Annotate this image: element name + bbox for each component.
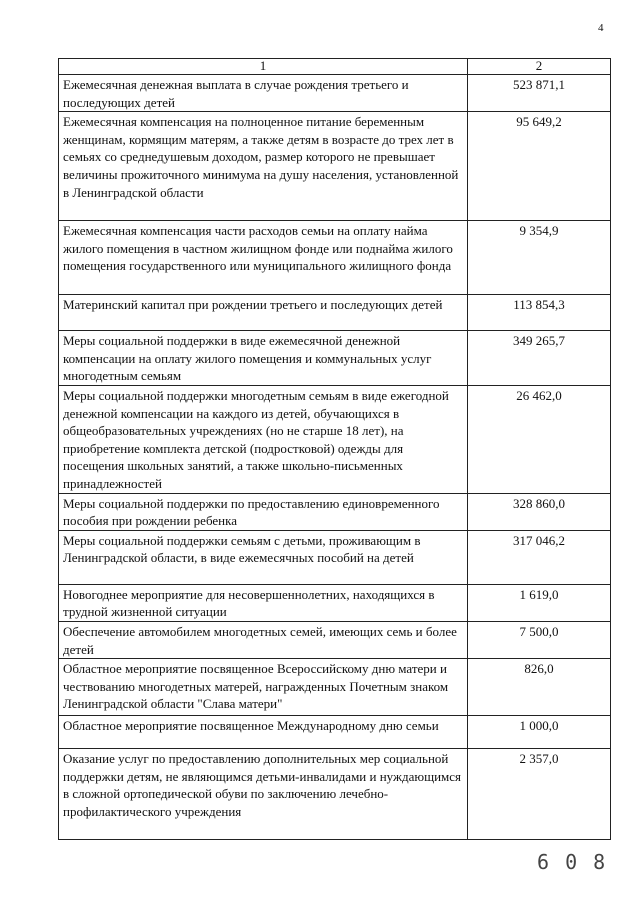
table-row xyxy=(59,493,611,530)
column-header-1: 1 xyxy=(59,59,468,75)
table-row xyxy=(59,716,611,749)
row-name: Меры социальной поддержки по предоставлению единовременного пособия при рождении ребенка xyxy=(59,493,468,530)
row-amount: 1 619,0 xyxy=(468,584,611,621)
table-row xyxy=(59,749,611,840)
table-row xyxy=(59,385,611,493)
handwritten-page-stamp: 6 0 8 xyxy=(537,850,608,874)
row-amount: 349 265,7 xyxy=(468,331,611,386)
row-amount: 1 000,0 xyxy=(468,716,611,749)
row-amount: 523 871,1 xyxy=(468,75,611,112)
row-name: Ежемесячная компенсация части расходов семьи на оплату найма жилого помещения в частном жилищном фонде или поднайма жилого помещения государственного или муниципального жилищного фонда xyxy=(59,221,468,295)
table-row xyxy=(59,621,611,658)
table-header-row xyxy=(59,59,611,75)
table-row xyxy=(59,295,611,331)
row-name: Оказание услуг по предоставлению дополнительных мер социальной поддержки детям, не являющимся детьми-инвалидами и нуждающимся в сложной ортопедической обуви по заключению лечебно-профилактического учреждения xyxy=(59,749,468,840)
row-name: Областное мероприятие посвященное Международному дню семьи xyxy=(59,716,468,749)
row-amount: 113 854,3 xyxy=(468,295,611,331)
row-amount: 317 046,2 xyxy=(468,530,611,584)
row-name: Меры социальной поддержки семьям с детьми, проживающим в Ленинградской области, в виде ежемесячных пособий на детей xyxy=(59,530,468,584)
row-amount: 2 357,0 xyxy=(468,749,611,840)
row-name: Областное мероприятие посвященное Всероссийскому дню матери и чествованию многодетных матерей, награжденных Почетным знаком Ленинградской области "Слава матери" xyxy=(59,659,468,716)
row-name: Материнский капитал при рождении третьего и последующих детей xyxy=(59,295,468,331)
row-amount: 95 649,2 xyxy=(468,112,611,221)
table-row xyxy=(59,331,611,386)
table-row xyxy=(59,221,611,295)
row-name: Ежемесячная компенсация на полноценное питание беременным женщинам, кормящим матерям, а также детям в возрасте до трех лет в семьях со среднедушевым доходом, размер которого не превышает величины прожиточного минимума на душу населения, установленной в Ленинградской области xyxy=(59,112,468,221)
table-row xyxy=(59,530,611,584)
page-number: 4 xyxy=(598,22,604,34)
row-name: Обеспечение автомобилем многодетных семей, имеющих семь и более детей xyxy=(59,621,468,658)
table-row xyxy=(59,584,611,621)
table-row xyxy=(59,75,611,112)
column-header-2: 2 xyxy=(468,59,611,75)
row-amount: 26 462,0 xyxy=(468,385,611,493)
row-amount: 7 500,0 xyxy=(468,621,611,658)
row-name: Меры социальной поддержки многодетным семьям в виде ежегодной денежной компенсации на каждого из детей, обучающихся в общеобразовательных учреждениях (но не старше 18 лет), на приобретение комплекта детской (подростковой) одежды для посещения школьных занятий, а также школьно-письменных принадлежностей xyxy=(59,385,468,493)
table-row xyxy=(59,659,611,716)
budget-table xyxy=(58,58,611,840)
row-name: Ежемесячная денежная выплата в случае рождения третьего и последующих детей xyxy=(59,75,468,112)
row-name: Новогоднее мероприятие для несовершеннолетних, находящихся в трудной жизненной ситуации xyxy=(59,584,468,621)
row-amount: 328 860,0 xyxy=(468,493,611,530)
row-name: Меры социальной поддержки в виде ежемесячной денежной компенсации на оплату жилого помещения и коммунальных услуг многодетным семьям xyxy=(59,331,468,386)
row-amount: 826,0 xyxy=(468,659,611,716)
table-row xyxy=(59,112,611,221)
row-amount: 9 354,9 xyxy=(468,221,611,295)
